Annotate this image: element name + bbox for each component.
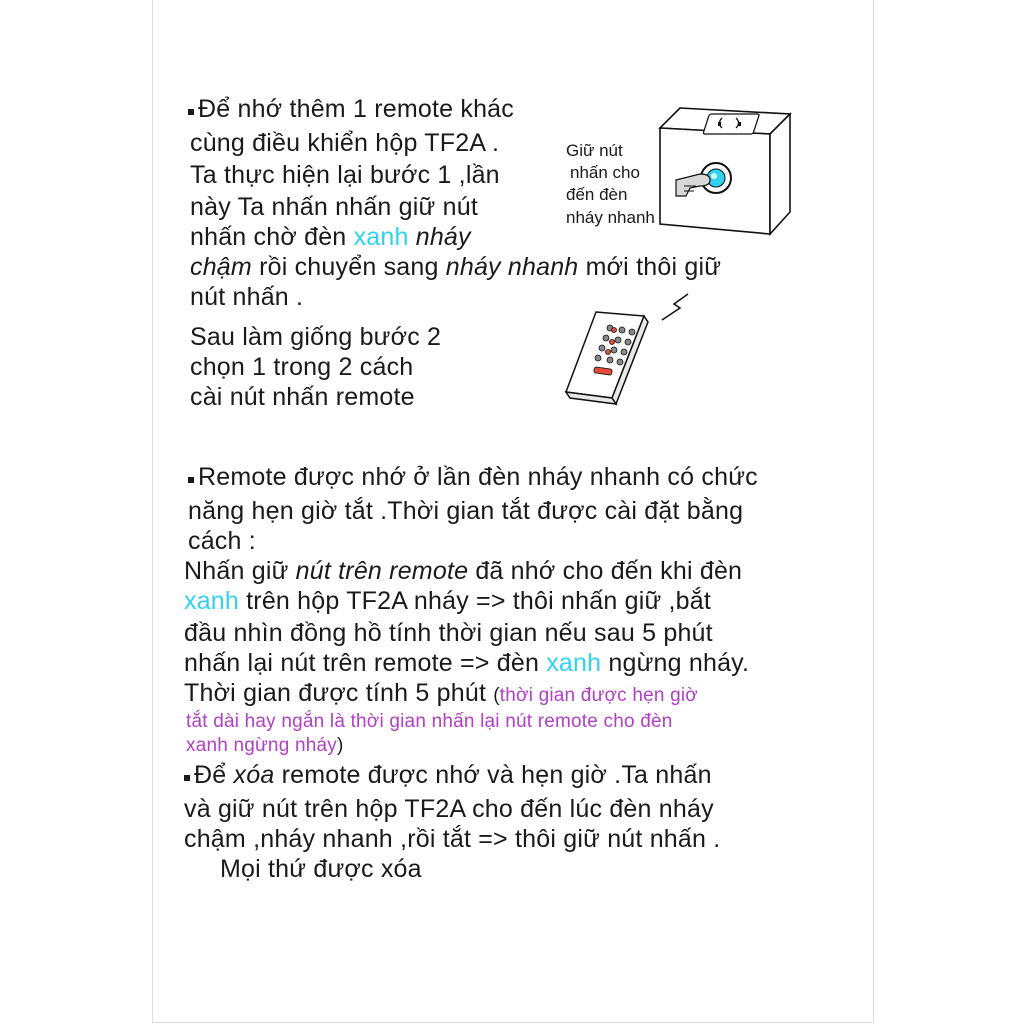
caption-line1: Giữ nút — [566, 141, 623, 160]
section3-line2: và giữ nút trên hộp TF2A cho đến lúc đèn nháy — [184, 795, 714, 823]
remote-control-illustration — [562, 306, 662, 410]
note-purple: thời gian được hẹn giờ — [499, 685, 698, 706]
section1-line10: cài nút nhấn remote — [190, 383, 415, 411]
section2-line4: Nhấn giữ nút trên remote đã nhớ cho đến khi đèn — [184, 557, 743, 585]
section2-line5: xanh trên hộp TF2A nháy => thôi nhấn giữ ,bắt — [184, 587, 712, 615]
section2-line3: cách : — [188, 527, 256, 555]
highlight-xanh: xanh — [353, 223, 409, 251]
section1-line6: chậm rồi chuyển sang nháy nhanh mới thôi giữ — [190, 253, 722, 281]
section2-line7: nhấn lại nút trên remote => đèn xanh ngừng nháy. — [184, 649, 750, 677]
bullet-icon — [188, 477, 194, 483]
highlight-xanh: xanh — [184, 587, 240, 615]
section2-line9: tắt dài hay ngắn là thời gian nhấn lại nút remote cho đèn — [186, 711, 673, 732]
section2-line1: Remote được nhớ ở lần đèn nháy nhanh có chức — [188, 462, 758, 492]
caption-line3: đến đèn — [566, 185, 628, 204]
section1-line2: cùng điều khiển hộp TF2A . — [190, 129, 500, 157]
section1-line5: nhấn chờ đèn xanh nháy — [190, 223, 471, 251]
switch-box-illustration — [640, 100, 810, 240]
highlight-xanh: xanh — [546, 649, 602, 677]
section2-line6: đầu nhìn đồng hồ tính thời gian nếu sau 5 phút — [184, 619, 713, 647]
section1-line9: chọn 1 trong 2 cách — [190, 353, 414, 381]
section3-line4: Mọi thứ được xóa — [220, 855, 422, 883]
caption-line2: nhấn cho — [570, 163, 640, 182]
section1-line4: này Ta nhấn nhấn giữ nút — [190, 193, 478, 221]
section1-line8: Sau làm giống bước 2 — [190, 323, 442, 351]
section1-line3: Ta thực hiện lại bước 1 ,lần — [190, 161, 500, 189]
section3-line1: Để xóa remote được nhớ và hẹn giờ .Ta nhấn — [184, 760, 712, 790]
bullet-icon — [188, 109, 194, 115]
section1-line1: Để nhớ thêm 1 remote khác — [188, 94, 514, 124]
section2-line2: năng hẹn giờ tắt .Thời gian tắt được cài đặt bằng — [188, 497, 744, 525]
section2-line8: Thời gian được tính 5 phút (thời gian được hẹn giờ — [184, 679, 698, 707]
caption-line4: nháy nhanh — [566, 208, 655, 227]
bullet-icon — [184, 775, 190, 781]
section2-line10: xanh ngừng nháy) — [186, 735, 344, 756]
section1-line7: nút nhấn . — [190, 283, 304, 311]
section3-line3: chậm ,nháy nhanh ,rồi tắt => thôi giữ nút nhấn . — [184, 825, 721, 853]
signal-bolt-icon — [658, 290, 692, 324]
